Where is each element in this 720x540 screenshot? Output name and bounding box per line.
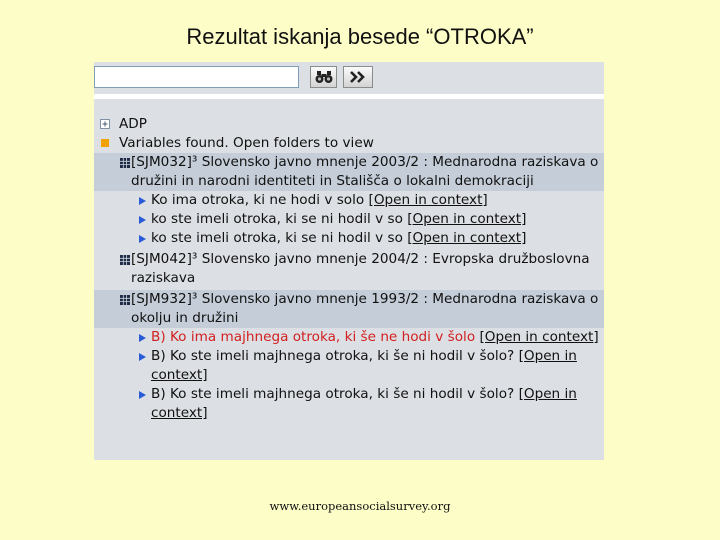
variable-label[interactable]: B) Ko ima majhnega otroka, ki še ne hodi v šolo bbox=[151, 329, 476, 345]
next-button[interactable] bbox=[343, 66, 373, 88]
double-chevron-right-icon bbox=[349, 71, 367, 83]
status-row bbox=[94, 134, 604, 153]
find-button[interactable] bbox=[310, 66, 337, 88]
open-in-context-link[interactable]: [Open in context] bbox=[151, 348, 577, 383]
open-in-context-link[interactable]: [Open in context] bbox=[407, 230, 527, 246]
study-sjm032[interactable] bbox=[94, 153, 604, 191]
variable-label[interactable]: Ko ima otroka, ki ne hodi v solo bbox=[151, 192, 365, 208]
study-group-sjm932 bbox=[94, 290, 604, 328]
table-grid-icon bbox=[120, 255, 130, 265]
study-title: [SJM032]³ Slovensko javno mnenje 2003/2 : Mednarodna raziskava o družini in narodni identiteti in Stališča o lokalni demokraciji bbox=[131, 154, 599, 189]
expand-plus-icon[interactable] bbox=[100, 119, 110, 129]
screenshot-frame bbox=[94, 62, 604, 460]
open-in-context-link[interactable]: [Open in context] bbox=[479, 329, 599, 345]
variable-item[interactable] bbox=[94, 347, 604, 385]
arrow-right-icon bbox=[139, 391, 146, 399]
root-label: ADP bbox=[119, 116, 147, 132]
variable-label[interactable]: B) Ko ste imeli majhnega otroka, ki še ni hodil v šolo? bbox=[151, 348, 515, 364]
results-tree bbox=[94, 99, 604, 460]
tree-root-adp[interactable] bbox=[94, 115, 604, 134]
arrow-right-icon bbox=[139, 353, 146, 361]
table-grid-icon bbox=[120, 158, 130, 168]
open-in-context-link[interactable]: [Open in context] bbox=[368, 192, 488, 208]
arrow-right-icon bbox=[139, 334, 146, 342]
open-in-context-link[interactable]: [Open in context] bbox=[151, 386, 577, 421]
arrow-right-icon bbox=[139, 216, 146, 224]
orange-square-icon bbox=[101, 139, 109, 147]
variable-item[interactable] bbox=[94, 385, 604, 423]
binoculars-icon bbox=[315, 70, 333, 84]
variable-item[interactable] bbox=[94, 210, 604, 229]
search-toolbar bbox=[94, 62, 604, 94]
arrow-right-icon bbox=[139, 235, 146, 243]
search-input[interactable] bbox=[94, 66, 299, 88]
arrow-right-icon bbox=[139, 197, 146, 205]
study-sjm932[interactable] bbox=[94, 290, 604, 328]
study-title: [SJM932]³ Slovensko javno mnenje 1993/2 : Mednarodna raziskava o okolju in družini bbox=[131, 291, 599, 326]
open-in-context-link[interactable]: [Open in context] bbox=[407, 211, 527, 227]
footer-url: www.europeansocialsurvey.org bbox=[269, 499, 451, 513]
variable-label[interactable]: B) Ko ste imeli majhnega otroka, ki še ni hodil v šolo? bbox=[151, 386, 515, 402]
study-sjm042[interactable] bbox=[94, 250, 604, 288]
table-grid-icon bbox=[120, 295, 130, 305]
variable-label[interactable]: ko ste imeli otroka, ki se ni hodil v so bbox=[151, 211, 403, 227]
variable-item[interactable] bbox=[94, 229, 604, 248]
study-group-sjm032 bbox=[94, 153, 604, 191]
slide-title: Rezultat iskanja besede “OTROKA” bbox=[186, 24, 534, 49]
variable-label[interactable]: ko ste imeli otroka, ki se ni hodil v so bbox=[151, 230, 403, 246]
variable-item[interactable] bbox=[94, 191, 604, 210]
variable-item-matched[interactable] bbox=[94, 328, 604, 347]
study-title: [SJM042]³ Slovensko javno mnenje 2004/2 : Evropska družboslovna raziskava bbox=[131, 251, 590, 286]
status-text: Variables found. Open folders to view bbox=[119, 135, 374, 151]
